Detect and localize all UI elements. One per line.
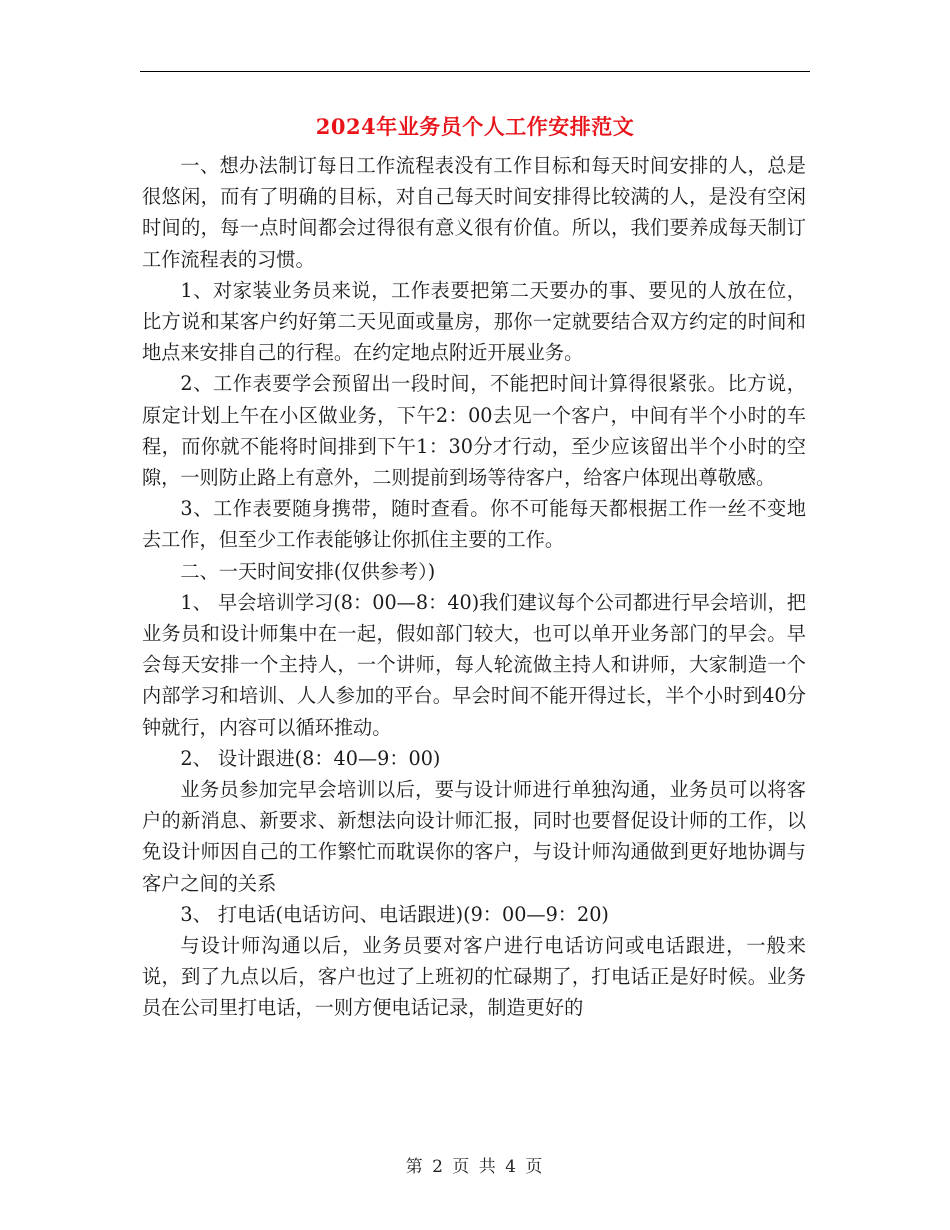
subheading-design-followup: 2、 设计跟进(8：40—9：00) <box>180 746 441 770</box>
paragraph-3: 2、工作表要学会预留出一段时间，不能把时间计算得很紧张。比方说，原定计划上午在小区做业务，下午2：00去见一个客户，中间有半个小时的车程，而你就不能将时间排到下午1：30分才行动，至少应该留出半个小时的空隙，一则防止路上有意外，二则提前到场等待客户，给客户体现出尊敬感。 <box>142 372 806 490</box>
paragraph-7: 与设计师沟通以后，业务员要对客户进行电话访问或电话跟进，一般来说，到了九点以后，客户也过了上班初的忙碌期了，打电话正是好时候。业务员在公司里打电话，一则方便电话记录，制造更好的 <box>142 934 806 1020</box>
document-body <box>142 150 806 1024</box>
paragraph-4: 3、工作表要随身携带，随时查看。你不可能每天都根据工作一丝不变地去工作，但至少工作表能够让你抓住主要的工作。 <box>142 497 806 552</box>
page-footer: 第 2 页 共 4 页 <box>405 1157 545 1177</box>
paragraph-6: 业务员参加完早会培训以后，要与设计师进行单独沟通，业务员可以将客户的新消息、新要求、新想法向设计师汇报，同时也要督促设计师的工作，以免设计师因自己的工作繁忙而耽误你的客户，与设计师沟通做到更好地协调与客户之间的关系 <box>142 778 806 895</box>
paragraph-2: 1、对家装业务员来说，工作表要把第二天要办的事、要见的人放在位，比方说和某客户约好第二天见面或量房，那你一定就要结合双方约定的时间和地点来安排自己的行程。在约定地点附近开展业务。 <box>142 278 806 365</box>
subheading-phone-calls: 3、 打电话(电话访问、电话跟进)(9：00—9：20) <box>180 902 609 926</box>
section-heading-2: 二、一天时间安排(仅供参考）) <box>180 559 436 583</box>
header-rule <box>140 71 810 72</box>
paragraph-5: 1、 早会培训学习(8：00—8：40)我们建议每个公司都进行早会培训，把业务员和设计师集中在一起，假如部门较大，也可以单开业务部门的早会。早会每天安排一个主持人，一个讲师，每人轮流做主持人和讲师，大家制造一个内部学习和培训、人人参加的平台。早会时间不能开得过长，半个小时到40分钟就行，内容可以循环推动。 <box>142 590 806 739</box>
paragraph-1: 一、想办法制订每日工作流程表没有工作目标和每天时间安排的人，总是很悠闲，而有了明确的目标，对自己每天时间安排得比较满的人，是没有空闲时间的，每一点时间都会过得很有意义很有价值。所以，我们要养成每天制订工作流程表的习惯。 <box>142 154 806 271</box>
document-title: 2024年业务员个人工作安排范文 <box>315 114 635 139</box>
